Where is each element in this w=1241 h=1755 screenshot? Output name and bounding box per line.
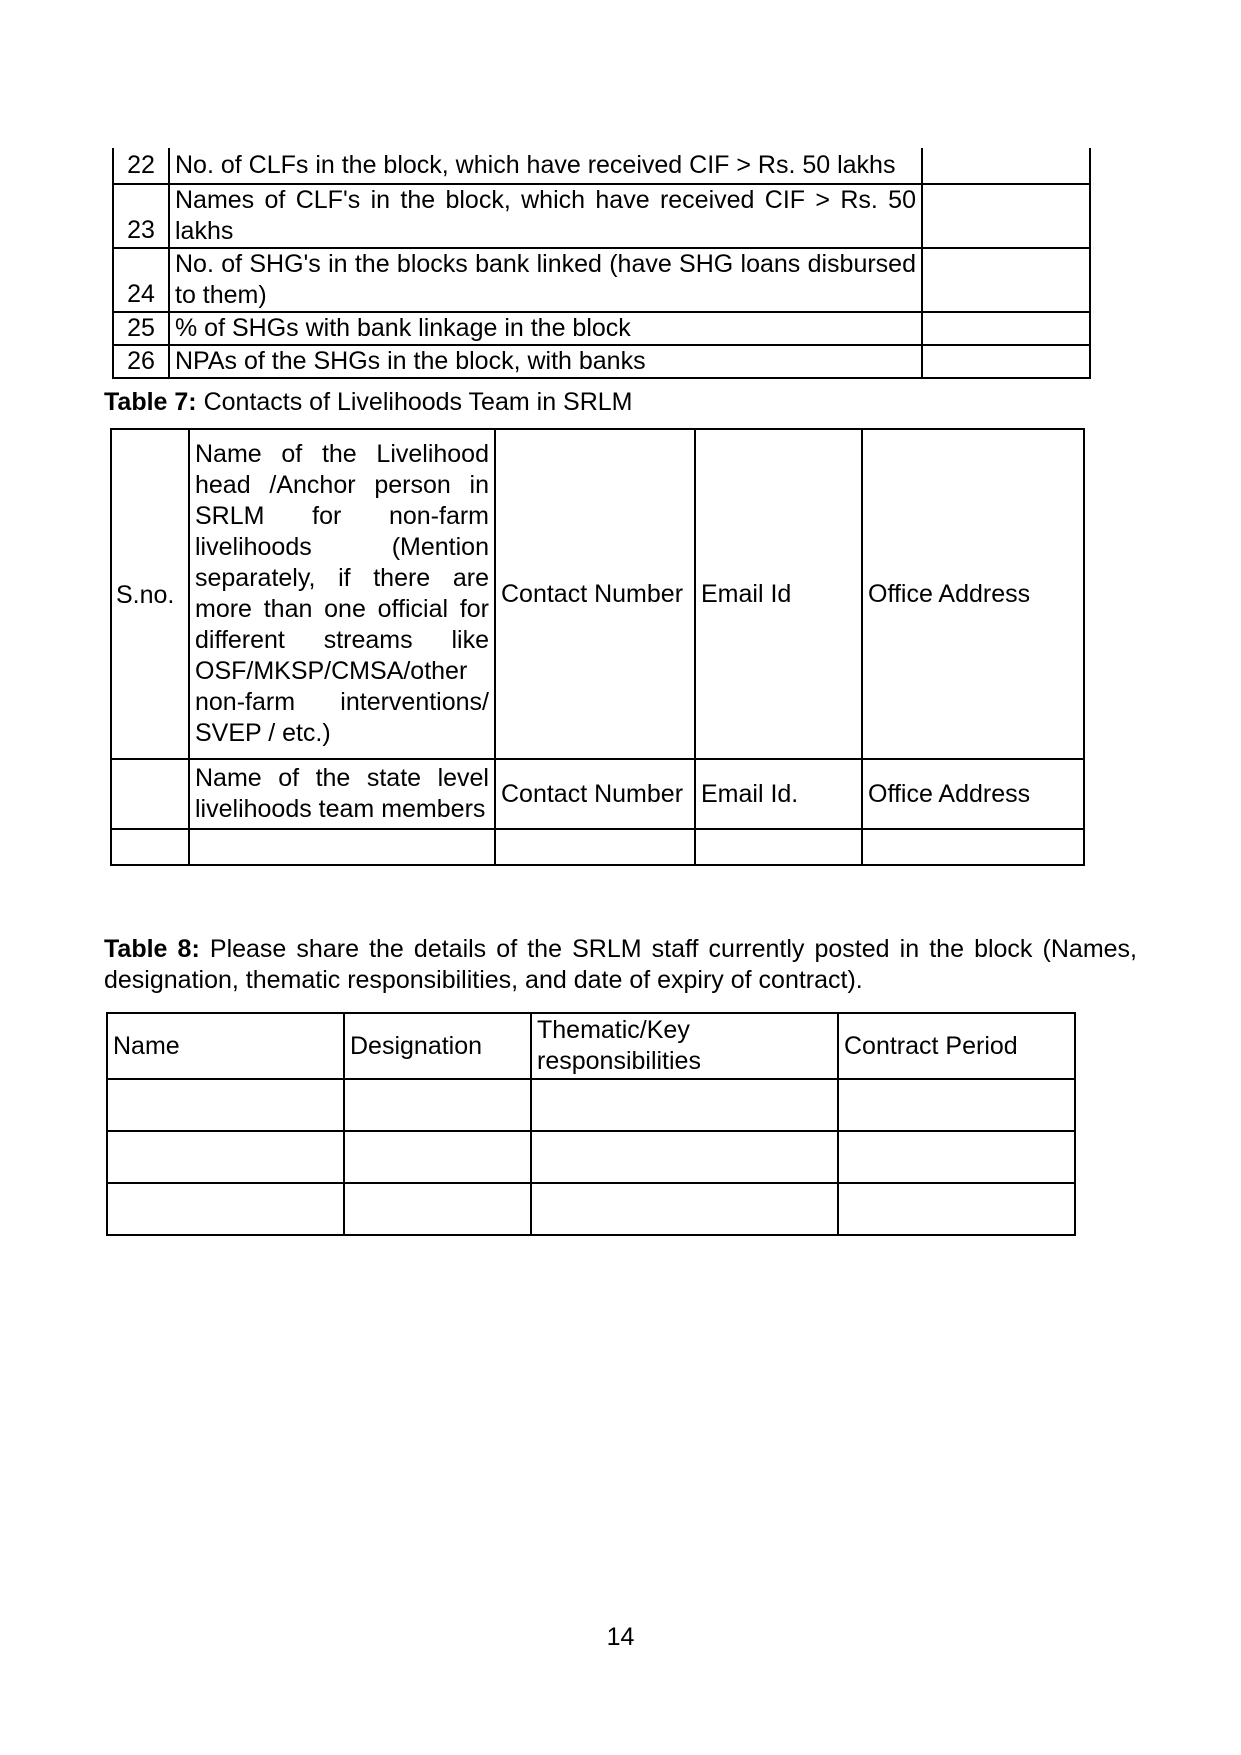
empty-cell [838,1131,1075,1183]
subheader-cell-office-address: Office Address [862,759,1084,829]
header-cell-office-address: Office Address [862,429,1084,759]
empty-cell [695,829,862,865]
empty-cell [107,1079,344,1131]
question-cell: Names of CLF's in the block, which have received CIF > Rs. 50 lakhs [169,184,922,248]
srlm-staff-table [106,1012,1076,1236]
header-cell-email-id: Email Id [695,429,862,759]
serial-number-cell: 24 [113,248,169,312]
header-cell-thematic-responsibilities: Thematic/Key responsibilities [531,1013,838,1079]
header-cell-name: Name [107,1013,344,1079]
block-indicators-table [112,148,1091,379]
livelihoods-contacts-table [110,428,1085,866]
header-cell-name: Name of the Livelihood head /Anchor person in SRLM for non-farm livelihoods (Mention separately, if there are more than one official for different streams like OSF/MKSP/CMSA/other non-farm interventions/ SVEP / etc.) [189,429,495,759]
table-row [113,248,1090,312]
empty-cell [107,1131,344,1183]
empty-cell [838,1079,1075,1131]
empty-table-row [107,1079,1075,1131]
header-cell-sno: S.no. [111,429,189,759]
empty-cell [344,1131,531,1183]
empty-cell [189,829,495,865]
empty-cell [111,829,189,865]
empty-cell [531,1131,838,1183]
empty-cell [531,1079,838,1131]
table-row [113,184,1090,248]
table-header-row [107,1013,1075,1079]
table-row [113,345,1090,378]
serial-number-cell: 23 [113,184,169,248]
empty-cell [107,1183,344,1235]
question-cell: NPAs of the SHGs in the block, with banks [169,345,922,378]
subheader-cell-name: Name of the state level livelihoods team members [189,759,495,829]
empty-table-row [107,1183,1075,1235]
empty-table-row [111,829,1084,865]
table8-caption-text: Please share the details of the SRLM staff currently posted in the block (Names, designation, thematic responsibilities, and date of expiry of contract). [104,935,1137,994]
table7-caption-text: Contacts of Livelihoods Team in SRLM [203,388,633,416]
subheader-cell-contact-number: Contact Number [495,759,695,829]
question-cell: No. of CLFs in the block, which have received CIF > Rs. 50 lakhs [169,148,922,184]
header-cell-contact-number: Contact Number [495,429,695,759]
empty-cell [862,829,1084,865]
serial-number-cell: 25 [113,312,169,345]
empty-table-row [107,1131,1075,1183]
serial-number-cell: 22 [113,148,169,184]
table-header-row [111,429,1084,759]
empty-cell [344,1079,531,1131]
question-cell: % of SHGs with bank linkage in the block [169,312,922,345]
table7-caption [104,387,1137,418]
table8-caption-label: Table 8: [104,935,200,963]
header-cell-contract-period: Contract Period [838,1013,1075,1079]
header-cell-designation: Designation [344,1013,531,1079]
table7-caption-label: Table 7: [104,388,197,416]
serial-number-cell: 26 [113,345,169,378]
table8-caption [104,934,1137,996]
answer-cell [922,184,1090,248]
question-cell: No. of SHG's in the blocks bank linked (have SHG loans disbursed to them) [169,248,922,312]
serial-number-cell [111,759,189,829]
empty-cell [531,1183,838,1235]
answer-cell [922,148,1090,184]
page-number: 14 [606,1623,635,1651]
answer-cell [922,312,1090,345]
answer-cell [922,248,1090,312]
table-row [113,312,1090,345]
empty-cell [344,1183,531,1235]
table-subheader-row [111,759,1084,829]
empty-cell [495,829,695,865]
table-row [113,148,1090,184]
answer-cell [922,345,1090,378]
subheader-cell-email-id: Email Id. [695,759,862,829]
empty-cell [838,1183,1075,1235]
